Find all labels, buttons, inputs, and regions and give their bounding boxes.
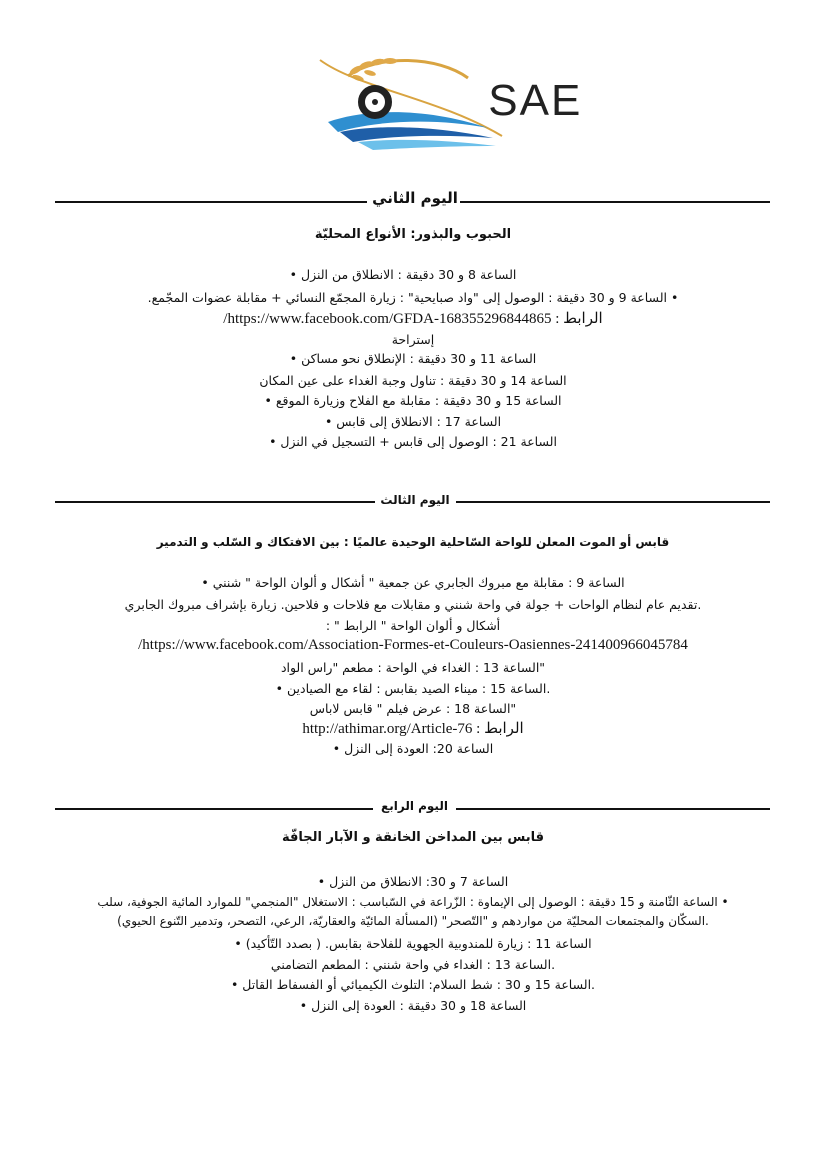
day3-line-3: أشكال و ألوان الواحة " الرابط " :	[325, 618, 501, 633]
divider-left	[55, 501, 375, 503]
day4-line-3: .السكّان والمجتمعات المحليّة من مواردهم و "التّصحر" (المسألة المائيّة والعقاريّة، الرعي، التصحر، وتدمير التّنوع الحيوي)	[117, 914, 709, 928]
divider-left	[55, 808, 373, 810]
day2-line-1: الساعة 8 و 30 دقيقة : الانطلاق من النزل •	[289, 267, 517, 282]
logo-text	[358, 76, 582, 126]
day4-line-4: الساعة 11 : زيارة للمندوبية الجهوية للفلاحة بقابس. ( بصدد التّأكيد) •	[234, 936, 592, 951]
day4-line-2: • الساعة الثّامنة و 15 دقيقة : الوصول إلى الإيماوة : الزّراعة في السّباسب : الاستغلال "المنجمي" للموارد المائية الجوفية، سلب	[97, 895, 729, 909]
osae-logo	[318, 58, 583, 150]
day2-line-9: الساعة 21 : الوصول إلى قابس + التسجيل في النزل •	[269, 434, 557, 449]
day3-line-5: "الساعة 13 : الغداء في الواحة : مطعم "راس الواد	[280, 660, 546, 675]
day2-line-4: إستراحة	[391, 332, 435, 347]
day4-line-6: .الساعة 15 و 30 : شط السلام: التلوث الكيميائي أو الفسفاط القاتل •	[230, 977, 596, 992]
day2-line-8: الساعة 17 : الانطلاق إلى قابس •	[324, 414, 502, 429]
day4-line-5: .الساعة 13 : الغداء في واحة شنني : المطعم التضامني	[270, 957, 556, 972]
day2-line-7: الساعة 15 و 30 دقيقة : مقابلة مع الفلاح وزيارة الموقع •	[264, 393, 562, 408]
day2-line-6: الساعة 14 و 30 دقيقة : تناول وجبة الغداء على عين المكان	[259, 373, 567, 388]
day3-line-6: .الساعة 15 : ميناء الصيد بقابس : لقاء مع الصيادين •	[275, 681, 551, 696]
divider-right	[456, 501, 770, 503]
divider-right	[460, 201, 770, 203]
day4-subtitle: قابس بين المداخن الخانقة و الآبار الجافّة	[282, 830, 544, 845]
logo-letters: SAE	[488, 76, 583, 125]
day3-line-2: .تقديم عام لنظام الواحات + جولة في واحة شنني و مقابلات مع فلاحات و فلاحين. زيارة بإشراف مبروك الجابري	[124, 597, 702, 612]
day2-subtitle: الحبوب والبذور: الأنواع المحليّة	[314, 227, 512, 242]
day3-link-2[interactable]: الرابط : http://athimar.org/Article-76	[302, 721, 524, 737]
day3-link-1[interactable]: https://www.facebook.com/Association-Formes-et-Couleurs-Oasiennes-241400966045784/	[138, 637, 688, 653]
day3-line-9: الساعة 20: العودة إلى النزل •	[332, 741, 494, 756]
day4-line-1: الساعة 7 و 30: الانطلاق من النزل •	[317, 874, 509, 889]
day4-title: اليوم الرابع	[381, 799, 448, 813]
day3-title: اليوم الثالث	[380, 493, 450, 507]
day3-line-1: الساعة 9 : مقابلة مع مبروك الجابري عن جمعية " أشكال و ألوان الواحة " شنني •	[201, 575, 625, 590]
day4-line-7: الساعة 18 و 30 دقيقة : العودة إلى النزل •	[299, 998, 527, 1013]
day2-line-2: • الساعة 9 و 30 دقيقة : الوصول إلى "واد صبايحية" : زيارة المجمّع النسائي + مقابلة عضوات المجّمع.	[147, 290, 679, 305]
day2-title: اليوم الثاني	[372, 189, 458, 207]
day3-line-7: "الساعة 18 : عرض فيلم " قابس لاباس	[309, 701, 517, 716]
day2-line-5: الساعة 11 و 30 دقيقة : الإنطلاق نحو مساكن •	[289, 351, 537, 366]
divider-right	[456, 808, 770, 810]
day3-subtitle: قابس أو الموت المعلن للواحة السّاحلية الوحيدة عالميًا : بين الافتكاك و السّلب و التدمير	[156, 535, 670, 549]
divider-left	[55, 201, 367, 203]
day2-link[interactable]: الرابط : https://www.facebook.com/GFDA-168355296844865/	[223, 311, 603, 327]
